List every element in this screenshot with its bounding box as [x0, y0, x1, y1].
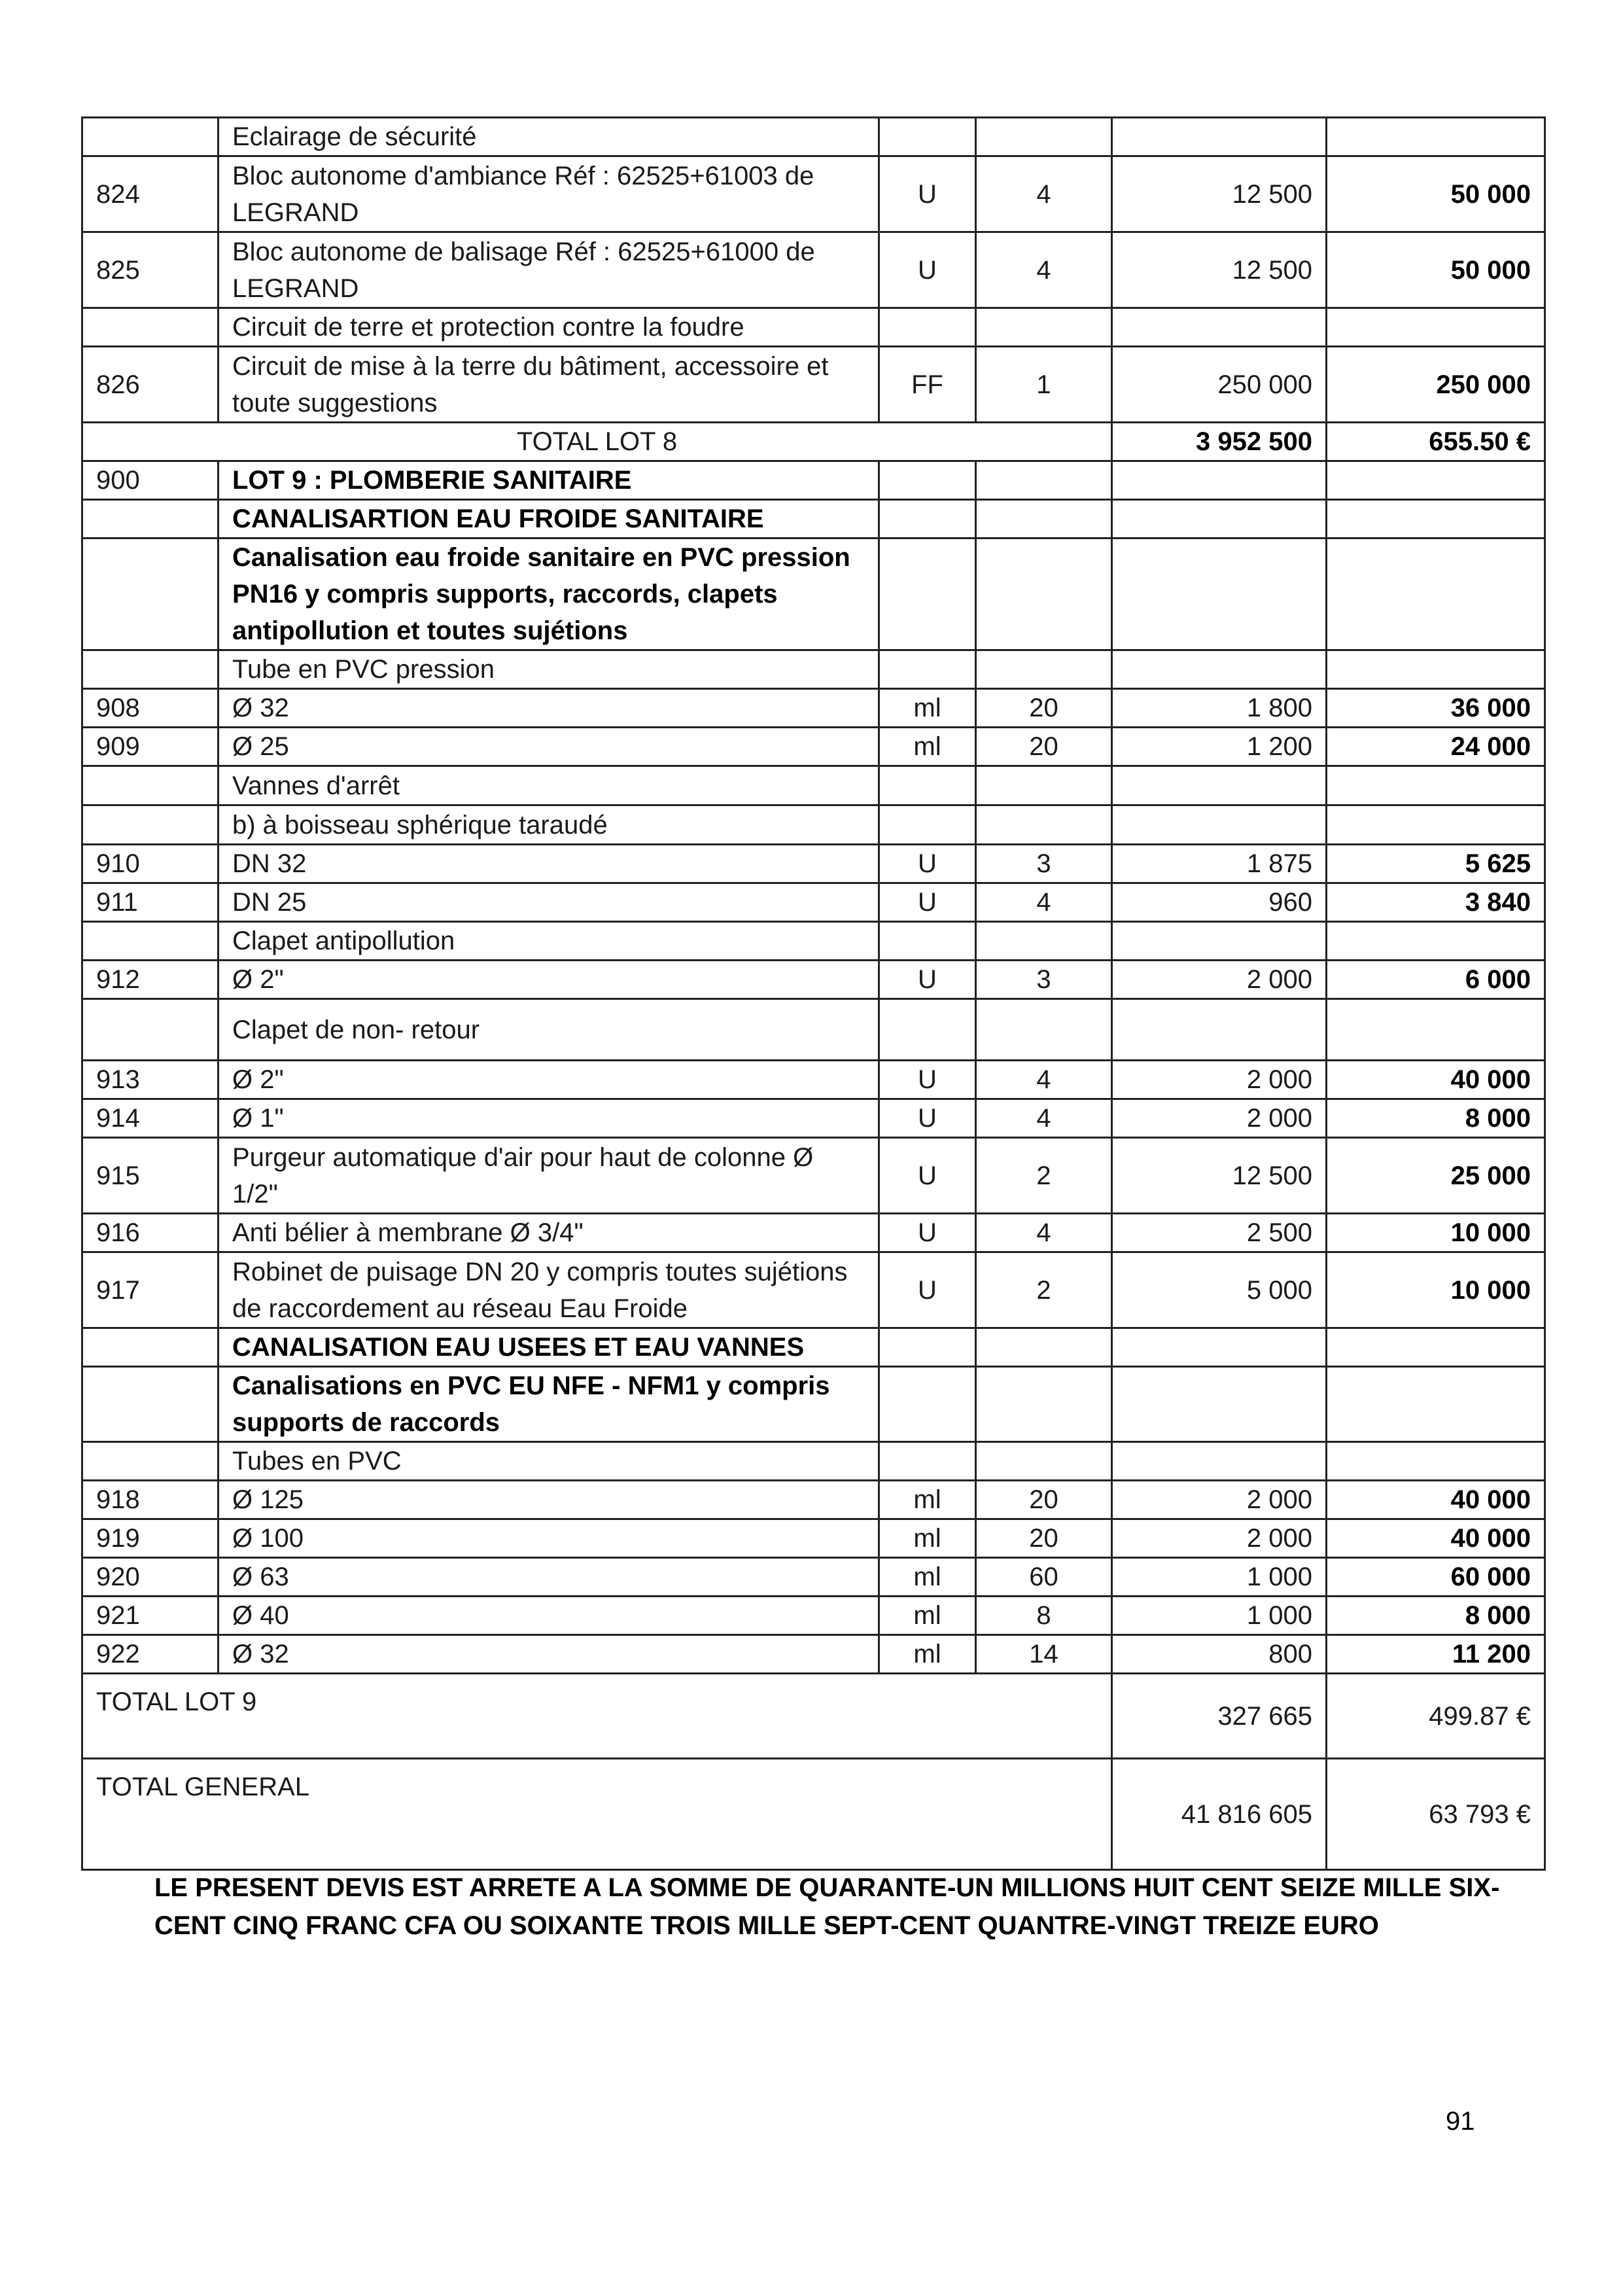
grand-total-euro: 63 793 €: [1327, 1759, 1545, 1870]
closing-statement: LE PRESENT DEVIS EST ARRETE A LA SOMME DE QUARANTE-UN MILLIONS HUIT CENT SEIZE MILLE SIX-CENT CINQ FRANC CFA OU SOIXANTE TROIS MILLE SEPT-CENT QUANTRE-VINGT TREIZE EURO: [154, 1873, 1500, 1940]
item-unit-cell: ml: [879, 1597, 976, 1635]
item-description-cell: Clapet antipollution: [218, 922, 879, 961]
item-quantity-cell: [976, 1328, 1112, 1367]
item-unit-cell: [879, 999, 976, 1061]
item-description-cell: Tube en PVC pression: [218, 650, 879, 689]
item-unit-price-cell: [1112, 805, 1327, 845]
item-code-cell: [82, 766, 218, 805]
quote-table: [81, 116, 1546, 1871]
item-quantity-cell: [976, 500, 1112, 539]
item-unit-price-cell: 1 000: [1112, 1558, 1327, 1597]
item-unit-cell: [879, 500, 976, 539]
lot-total-label: TOTAL LOT 8: [82, 423, 1112, 461]
item-amount-cell: 24 000: [1327, 728, 1545, 766]
item-description-cell: Bloc autonome d'ambiance Réf : 62525+61003 de LEGRAND: [218, 156, 879, 232]
item-quantity-cell: 4: [976, 232, 1112, 308]
item-amount-cell: 11 200: [1327, 1635, 1545, 1674]
item-quantity-cell: [976, 461, 1112, 500]
item-description-cell: Circuit de terre et protection contre la foudre: [218, 308, 879, 347]
item-amount-cell: 40 000: [1327, 1481, 1545, 1519]
item-unit-cell: ml: [879, 689, 976, 728]
item-unit-price-cell: 1 875: [1112, 845, 1327, 883]
item-description-cell: Canalisation eau froide sanitaire en PVC pression PN16 y compris supports, raccords, clapets antipollution et toutes sujétions: [218, 539, 879, 650]
item-quantity-cell: [976, 539, 1112, 650]
item-unit-price-cell: [1112, 650, 1327, 689]
item-unit-price-cell: [1112, 1328, 1327, 1367]
table-row: [82, 500, 1545, 539]
item-unit-cell: U: [879, 1138, 976, 1214]
item-description-cell: Canalisations en PVC EU NFE - NFM1 y compris supports de raccords: [218, 1367, 879, 1442]
item-description-cell: Vannes d'arrêt: [218, 766, 879, 805]
item-quantity-cell: 60: [976, 1558, 1112, 1597]
item-code-cell: [82, 308, 218, 347]
table-row: [82, 347, 1545, 423]
table-row: [82, 1597, 1545, 1635]
item-code-cell: [82, 1442, 218, 1481]
item-quantity-cell: 20: [976, 689, 1112, 728]
item-code-cell: 916: [82, 1214, 218, 1252]
item-quantity-cell: 1: [976, 347, 1112, 423]
item-quantity-cell: [976, 1367, 1112, 1442]
item-code-cell: 909: [82, 728, 218, 766]
item-amount-cell: 8 000: [1327, 1597, 1545, 1635]
item-amount-cell: 50 000: [1327, 232, 1545, 308]
item-unit-price-cell: 960: [1112, 883, 1327, 922]
item-code-cell: 921: [82, 1597, 218, 1635]
lot-total-euro: 655.50 €: [1327, 423, 1545, 461]
item-description-cell: Ø 25: [218, 728, 879, 766]
item-amount-cell: 10 000: [1327, 1252, 1545, 1328]
item-unit-cell: [879, 118, 976, 156]
item-description-cell: Ø 125: [218, 1481, 879, 1519]
item-quantity-cell: 8: [976, 1597, 1112, 1635]
item-quantity-cell: [976, 118, 1112, 156]
table-row: [82, 922, 1545, 961]
item-description-cell: CANALISARTION EAU FROIDE SANITAIRE: [218, 500, 879, 539]
item-description-cell: Tubes en PVC: [218, 1442, 879, 1481]
item-quantity-cell: 3: [976, 961, 1112, 999]
item-quantity-cell: [976, 766, 1112, 805]
item-amount-cell: [1327, 1442, 1545, 1481]
item-amount-cell: 50 000: [1327, 156, 1545, 232]
item-amount-cell: [1327, 461, 1545, 500]
item-description-cell: Ø 1": [218, 1099, 879, 1138]
item-code-cell: 824: [82, 156, 218, 232]
item-code-cell: [82, 805, 218, 845]
item-description-cell: DN 25: [218, 883, 879, 922]
item-amount-cell: [1327, 539, 1545, 650]
item-unit-cell: ml: [879, 1635, 976, 1674]
item-amount-cell: 25 000: [1327, 1138, 1545, 1214]
item-description-cell: Ø 63: [218, 1558, 879, 1597]
item-unit-cell: FF: [879, 347, 976, 423]
item-code-cell: [82, 1328, 218, 1367]
table-row: [82, 308, 1545, 347]
item-code-cell: 900: [82, 461, 218, 500]
item-unit-price-cell: [1112, 118, 1327, 156]
item-unit-cell: ml: [879, 728, 976, 766]
item-code-cell: 914: [82, 1099, 218, 1138]
table-row: [82, 650, 1545, 689]
table-row: [82, 1252, 1545, 1328]
item-unit-cell: [879, 922, 976, 961]
grand-total-fcfa: 41 816 605: [1112, 1759, 1327, 1870]
item-description-cell: Anti bélier à membrane Ø 3/4": [218, 1214, 879, 1252]
table-row: [82, 156, 1545, 232]
item-unit-price-cell: 1 000: [1112, 1597, 1327, 1635]
item-code-cell: 912: [82, 961, 218, 999]
item-unit-cell: U: [879, 1252, 976, 1328]
grand-total-euro: 499.87 €: [1327, 1674, 1545, 1759]
item-code-cell: 917: [82, 1252, 218, 1328]
item-description-cell: CANALISATION EAU USEES ET EAU VANNES: [218, 1328, 879, 1367]
table-row: [82, 461, 1545, 500]
item-unit-cell: [879, 1328, 976, 1367]
table-row: [82, 728, 1545, 766]
item-unit-price-cell: 250 000: [1112, 347, 1327, 423]
item-amount-cell: [1327, 308, 1545, 347]
lot-total-row: [82, 423, 1545, 461]
item-unit-cell: [879, 461, 976, 500]
item-unit-cell: U: [879, 845, 976, 883]
table-row: [82, 1442, 1545, 1481]
item-unit-cell: [879, 539, 976, 650]
table-row: [82, 845, 1545, 883]
table-row: [82, 1099, 1545, 1138]
item-description-cell: Bloc autonome de balisage Réf : 62525+61000 de LEGRAND: [218, 232, 879, 308]
item-amount-cell: 8 000: [1327, 1099, 1545, 1138]
item-amount-cell: [1327, 922, 1545, 961]
item-code-cell: [82, 999, 218, 1061]
item-quantity-cell: [976, 999, 1112, 1061]
item-code-cell: [82, 1367, 218, 1442]
item-description-cell: Ø 100: [218, 1519, 879, 1558]
item-unit-price-cell: [1112, 539, 1327, 650]
item-description-cell: Purgeur automatique d'air pour haut de colonne Ø 1/2": [218, 1138, 879, 1214]
item-unit-cell: U: [879, 961, 976, 999]
table-row: [82, 539, 1545, 650]
item-amount-cell: [1327, 1367, 1545, 1442]
quote-table-body: [82, 118, 1545, 1870]
item-unit-cell: [879, 766, 976, 805]
item-unit-cell: [879, 650, 976, 689]
item-description-cell: Circuit de mise à la terre du bâtiment, accessoire et toute suggestions: [218, 347, 879, 423]
item-unit-price-cell: 2 000: [1112, 1481, 1327, 1519]
item-unit-cell: U: [879, 1061, 976, 1099]
item-unit-price-cell: [1112, 500, 1327, 539]
item-description-cell: Ø 32: [218, 689, 879, 728]
item-unit-price-cell: [1112, 1442, 1327, 1481]
item-code-cell: 913: [82, 1061, 218, 1099]
item-amount-cell: 60 000: [1327, 1558, 1545, 1597]
item-quantity-cell: 4: [976, 1099, 1112, 1138]
item-code-cell: 908: [82, 689, 218, 728]
table-row: [82, 1328, 1545, 1367]
item-unit-price-cell: [1112, 999, 1327, 1061]
item-amount-cell: 36 000: [1327, 689, 1545, 728]
item-code-cell: [82, 500, 218, 539]
item-description-cell: LOT 9 : PLOMBERIE SANITAIRE: [218, 461, 879, 500]
table-row: [82, 999, 1545, 1061]
item-amount-cell: [1327, 500, 1545, 539]
table-row: [82, 1481, 1545, 1519]
table-row: [82, 1367, 1545, 1442]
item-code-cell: 826: [82, 347, 218, 423]
item-amount-cell: 3 840: [1327, 883, 1545, 922]
item-code-cell: 915: [82, 1138, 218, 1214]
item-unit-cell: U: [879, 883, 976, 922]
item-amount-cell: [1327, 650, 1545, 689]
item-quantity-cell: 20: [976, 1519, 1112, 1558]
grand-total-row: [82, 1759, 1545, 1870]
item-unit-price-cell: [1112, 1367, 1327, 1442]
table-row: [82, 1635, 1545, 1674]
item-quantity-cell: [976, 1442, 1112, 1481]
table-row: [82, 766, 1545, 805]
item-unit-price-cell: [1112, 308, 1327, 347]
page-number: 91: [1446, 2107, 1475, 2136]
table-row: [82, 689, 1545, 728]
item-description-cell: Ø 32: [218, 1635, 879, 1674]
item-quantity-cell: 3: [976, 845, 1112, 883]
item-quantity-cell: 2: [976, 1138, 1112, 1214]
item-amount-cell: 40 000: [1327, 1061, 1545, 1099]
item-unit-price-cell: 12 500: [1112, 232, 1327, 308]
item-code-cell: 825: [82, 232, 218, 308]
item-unit-cell: [879, 308, 976, 347]
item-unit-price-cell: 1 800: [1112, 689, 1327, 728]
item-amount-cell: [1327, 1328, 1545, 1367]
item-code-cell: 922: [82, 1635, 218, 1674]
item-unit-price-cell: 2 000: [1112, 1099, 1327, 1138]
item-code-cell: [82, 922, 218, 961]
item-unit-cell: [879, 805, 976, 845]
item-quantity-cell: 14: [976, 1635, 1112, 1674]
item-description-cell: Eclairage de sécurité: [218, 118, 879, 156]
item-unit-price-cell: 12 500: [1112, 156, 1327, 232]
item-quantity-cell: [976, 650, 1112, 689]
item-amount-cell: 40 000: [1327, 1519, 1545, 1558]
item-quantity-cell: 20: [976, 728, 1112, 766]
item-quantity-cell: 4: [976, 883, 1112, 922]
item-quantity-cell: 2: [976, 1252, 1112, 1328]
item-code-cell: [82, 539, 218, 650]
item-unit-cell: U: [879, 232, 976, 308]
item-description-cell: Ø 2": [218, 961, 879, 999]
table-row: [82, 1214, 1545, 1252]
table-row: [82, 883, 1545, 922]
table-row: [82, 1558, 1545, 1597]
table-row: [82, 118, 1545, 156]
grand-total-fcfa: 327 665: [1112, 1674, 1327, 1759]
item-code-cell: 918: [82, 1481, 218, 1519]
item-unit-cell: U: [879, 1099, 976, 1138]
table-row: [82, 1519, 1545, 1558]
item-unit-cell: ml: [879, 1519, 976, 1558]
item-quantity-cell: 20: [976, 1481, 1112, 1519]
item-unit-cell: [879, 1367, 976, 1442]
item-amount-cell: [1327, 805, 1545, 845]
item-amount-cell: [1327, 118, 1545, 156]
item-code-cell: [82, 118, 218, 156]
item-unit-cell: U: [879, 1214, 976, 1252]
item-amount-cell: 10 000: [1327, 1214, 1545, 1252]
item-description-cell: Ø 2": [218, 1061, 879, 1099]
item-code-cell: [82, 650, 218, 689]
item-unit-price-cell: [1112, 461, 1327, 500]
item-unit-price-cell: 800: [1112, 1635, 1327, 1674]
item-amount-cell: 5 625: [1327, 845, 1545, 883]
item-unit-price-cell: 2 500: [1112, 1214, 1327, 1252]
item-description-cell: Ø 40: [218, 1597, 879, 1635]
item-unit-price-cell: 5 000: [1112, 1252, 1327, 1328]
item-amount-cell: 6 000: [1327, 961, 1545, 999]
table-row: [82, 1061, 1545, 1099]
item-unit-cell: [879, 1442, 976, 1481]
table-row: [82, 805, 1545, 845]
table-row: [82, 1138, 1545, 1214]
table-row: [82, 961, 1545, 999]
item-code-cell: 920: [82, 1558, 218, 1597]
item-quantity-cell: [976, 308, 1112, 347]
grand-total-label: TOTAL LOT 9: [82, 1674, 1112, 1759]
table-row: [82, 232, 1545, 308]
item-code-cell: 911: [82, 883, 218, 922]
item-quantity-cell: 4: [976, 1214, 1112, 1252]
item-unit-price-cell: [1112, 766, 1327, 805]
grand-total-row: [82, 1674, 1545, 1759]
item-unit-price-cell: 1 200: [1112, 728, 1327, 766]
item-code-cell: 910: [82, 845, 218, 883]
lot-total-fcfa: 3 952 500: [1112, 423, 1327, 461]
grand-total-label: TOTAL GENERAL: [82, 1759, 1112, 1870]
item-description-cell: Clapet de non- retour: [218, 999, 879, 1061]
item-unit-price-cell: 2 000: [1112, 1519, 1327, 1558]
item-amount-cell: [1327, 766, 1545, 805]
item-unit-price-cell: [1112, 922, 1327, 961]
item-unit-price-cell: 2 000: [1112, 961, 1327, 999]
item-unit-price-cell: 12 500: [1112, 1138, 1327, 1214]
item-description-cell: b) à boisseau sphérique taraudé: [218, 805, 879, 845]
item-description-cell: Robinet de puisage DN 20 y compris toutes sujétions de raccordement au réseau Eau Froide: [218, 1252, 879, 1328]
item-unit-cell: ml: [879, 1481, 976, 1519]
item-unit-cell: ml: [879, 1558, 976, 1597]
item-quantity-cell: 4: [976, 1061, 1112, 1099]
item-quantity-cell: 4: [976, 156, 1112, 232]
item-quantity-cell: [976, 805, 1112, 845]
item-unit-price-cell: 2 000: [1112, 1061, 1327, 1099]
item-description-cell: DN 32: [218, 845, 879, 883]
item-unit-cell: U: [879, 156, 976, 232]
item-amount-cell: 250 000: [1327, 347, 1545, 423]
item-code-cell: 919: [82, 1519, 218, 1558]
item-amount-cell: [1327, 999, 1545, 1061]
item-quantity-cell: [976, 922, 1112, 961]
